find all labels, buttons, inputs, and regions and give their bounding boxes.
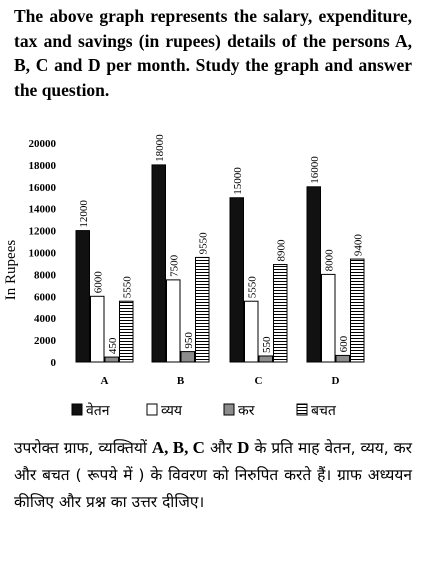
bar-savings [274,265,288,362]
y-tick-label: 2000 [34,335,56,348]
bars [76,165,364,362]
question-hi-persons-abc: A, B, C [151,438,205,457]
bar-salary [307,187,321,362]
y-axis-ticks [29,138,57,369]
data-label: 6000 [92,271,105,294]
question-hi-part1: उपरोक्त ग्राफ, व्यक्तियों [14,439,152,457]
y-tick-label: 6000 [34,291,56,304]
legend-label-tax: कर [238,403,255,419]
bar-expenditure [322,274,336,362]
bar-salary [152,165,166,362]
y-tick-label: 20000 [28,138,56,150]
legend [72,402,337,419]
y-axis-label: In Rupees [3,239,19,301]
legend-label-expenditure: व्यय [161,403,183,419]
category-label: D [331,375,340,387]
bar-savings [351,259,365,362]
y-tick-label: 0 [50,357,56,369]
data-label: 15000 [231,167,244,195]
data-label: 5550 [121,276,134,299]
y-tick-label: 10000 [28,247,56,260]
category-label: B [176,375,185,387]
data-label: 8000 [323,249,336,272]
question-text-english: The above graph represents the salary, expenditure, tax and savings (in rupees) details of the persons A, B, C and D per month. Study the graph and answer the question. [14,6,412,100]
x-axis-categories [101,375,340,387]
data-label: 16000 [308,156,321,184]
category-label: C [254,375,263,387]
question-hi-and: और [204,439,238,457]
bar-tax [105,357,119,362]
data-label: 9400 [352,234,365,257]
y-tick-label: 16000 [28,181,56,194]
y-tick-label: 4000 [34,313,56,326]
bar-savings [196,257,210,362]
legend-label-savings: बचत [311,403,336,419]
bar-tax [181,352,195,362]
y-tick-label: 12000 [28,225,56,238]
data-label: 550 [260,336,273,353]
legend-label-salary: वेतन [86,403,110,419]
data-label: 18000 [153,134,166,162]
data-label: 7500 [168,254,181,277]
data-label: 5550 [246,276,259,299]
bar-tax [336,355,350,362]
question-text-hindi [14,434,412,516]
legend-swatch-tax [224,404,234,415]
bar-savings [120,301,134,362]
data-label: 8900 [275,239,288,262]
category-label: A [100,375,109,387]
bar-expenditure [167,280,181,362]
legend-swatch-savings [297,404,307,415]
bar-chart [0,128,424,428]
data-label: 450 [106,337,119,355]
bar-expenditure [245,301,259,362]
bar-salary [76,231,90,362]
bar-tax [259,356,273,362]
legend-swatch-expenditure [147,404,157,415]
data-label: 12000 [77,200,90,228]
bar-expenditure [91,296,105,362]
question-hi-part2: के प्रति माह वेतन, व्यय, कर और बचत ( रूपये में ) के विवरण को निरुपित करते हैं। ग्राफ अध्ययन कीजिए और प्रश्न का उत्तर दीजिए। [14,439,412,511]
y-tick-label: 18000 [28,159,56,172]
data-label: 600 [337,335,350,353]
data-label: 950 [182,332,195,349]
data-label: 9550 [197,232,210,255]
legend-swatch-salary [72,404,82,415]
y-tick-label: 8000 [34,269,56,282]
y-tick-label: 14000 [28,203,56,216]
bar-salary [230,198,244,362]
question-hi-person-d: D [237,438,250,457]
